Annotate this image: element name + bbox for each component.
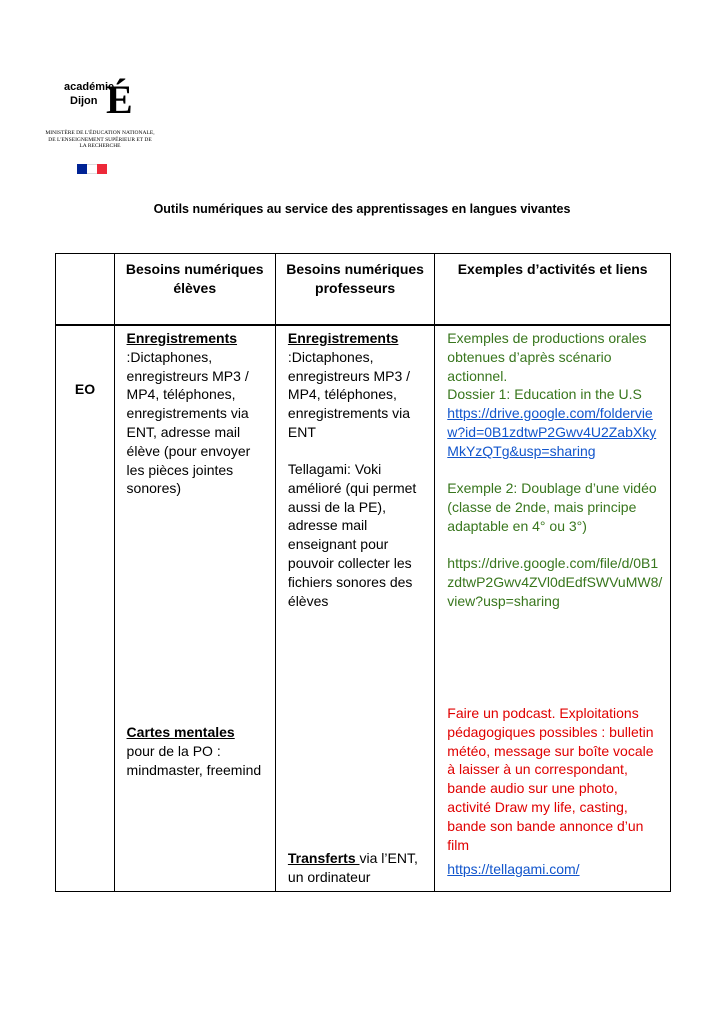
exemples-intro: [447, 329, 664, 461]
profs-transferts: [288, 849, 428, 887]
exemples-doublage: Exemple 2: Doublage d’une vidéo (classe de 2nde, mais principe adaptable en 4° ou 3°): [447, 480, 657, 534]
eleves-enreg-title: Enregistrements: [126, 330, 238, 346]
header-exemples: Exemples d’activités et liens: [435, 254, 671, 326]
eleves-cartes-text: pour de la PO : mindmaster, freemind: [126, 742, 262, 778]
profs-enreg-text: :Dictaphones, enregistreurs MP3 / MP4, téléphones, enregistrements via ENT: [287, 348, 411, 440]
exemples-intro-text: Exemples de productions orales obtenues d’après scénario actionnel.: [447, 330, 647, 384]
logo-e-letter: É: [106, 77, 133, 122]
profs-transferts-title: Transferts: [287, 850, 360, 866]
header-besoins-eleves: Besoins numériques élèves: [114, 254, 275, 326]
logo-academie-text: académie: [64, 81, 115, 93]
logo-dijon-text: Dijon: [70, 95, 98, 107]
table-header-row: [56, 254, 671, 326]
drive-folder-link[interactable]: https://drive.google.com/folderview?id=0B1zdtwP2Gwv4U2ZabXkyMkYzQTg&usp=sharing: [447, 405, 657, 459]
table-row-eo: [56, 325, 671, 892]
drive-file-link[interactable]: https://drive.google.com/file/d/0B1zdtwP2Gwv4ZVl0dEdfSWVuMW8/view?usp=sharing: [447, 555, 663, 609]
eleves-enregistrements: [127, 329, 269, 498]
tools-table: [55, 253, 671, 892]
profs-tellagami: Tellagami: Voki amélioré (qui permet aussi de la PE), adresse mail enseignant pour pouvoir collecter les fichiers sonores des élèves: [287, 461, 417, 609]
profs-enreg-title: Enregistrements: [287, 330, 399, 346]
profs-transferts-text: via l’ENT, un ordinateur: [287, 850, 418, 885]
eleves-cartes-title: Cartes mentales: [126, 724, 235, 740]
academie-dijon-logo: [44, 74, 156, 184]
tellagami-link[interactable]: https://tellagami.com/: [447, 861, 580, 877]
french-flag-icon: [77, 164, 107, 174]
eleves-enreg-text: :Dictaphones, enregistreurs MP3 / MP4, téléphones, enregistrements via ENT, adresse mail élève (pour envoyer les pièces jointes sonores): [126, 348, 251, 497]
document-title: Outils numériques au service des apprentissages en langues vivantes: [153, 202, 571, 216]
profs-enregistrements: [288, 329, 428, 442]
header-empty: [56, 254, 115, 326]
exemples-podcast: Faire un podcast. Exploitations pédagogiques possibles : bulletin météo, message sur boîte vocale à laisser à un correspondant, bande audio sur une photo, activité Draw my life, casting, bande son bande annonce d’un film: [447, 705, 654, 853]
row-label-eo: EO: [74, 381, 96, 397]
tellagami-link-container: [447, 860, 664, 879]
logo-ministry-text: MINISTÈRE DE L'ÉDUCATION NATIONALE, DE L'ENSEIGNEMENT SUPÉRIEUR ET DE LA RECHERCHE: [45, 130, 155, 149]
header-besoins-profs: Besoins numériques professeurs: [275, 254, 434, 326]
eleves-cartes-mentales: [127, 723, 269, 779]
exemples-dossier-text: Dossier 1: Education in the U.S: [447, 386, 642, 403]
